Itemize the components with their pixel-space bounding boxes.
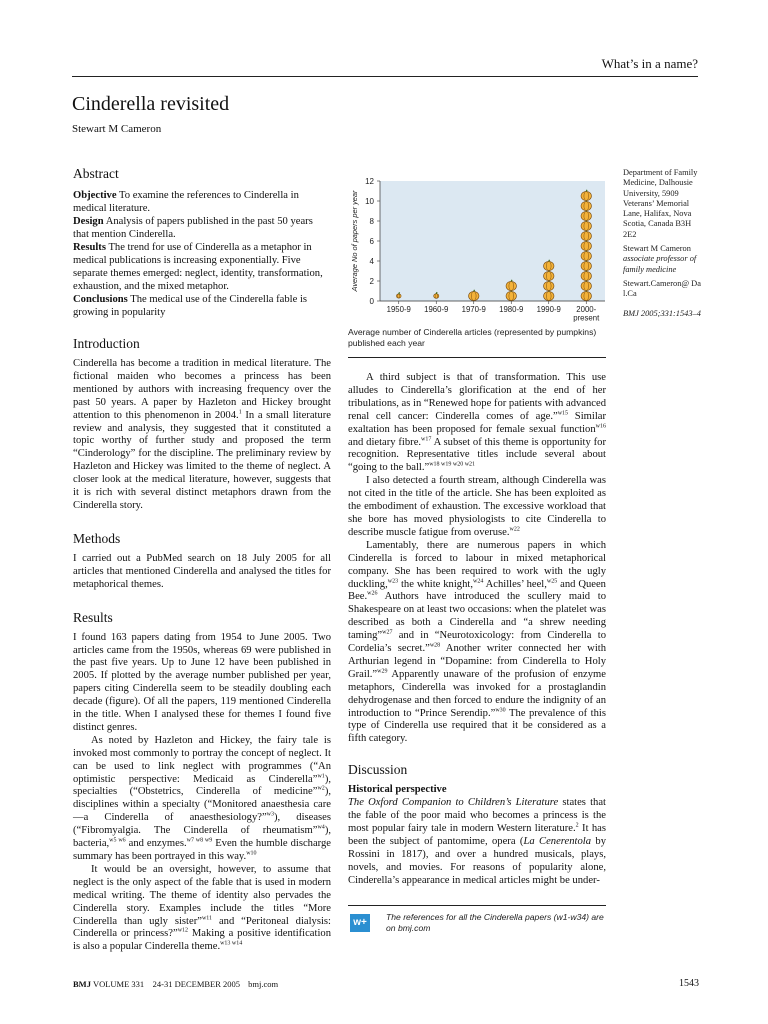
objective-label: Objective [73,190,117,201]
pumpkin-stem [399,292,400,294]
pumpkin-marker [581,191,591,200]
pumpkin-marker [581,211,591,220]
methods-heading: Methods [73,530,121,546]
pumpkin-marker [581,291,591,300]
x-tick-label: 2000- [576,305,597,314]
right-column [348,372,606,888]
pumpkin-marker [434,294,439,299]
x-tick-label: 1960-9 [424,305,449,314]
pumpkin-marker [581,271,591,280]
affiliation-email: Stewart.Cameron@ Dal.Ca [623,278,701,299]
pumpkin-marker [544,261,554,270]
introduction-body: Cinderella has become a tradition in medical literature. The fictional maiden who becomes a princess has been mentioned by authors with increasing frequency over the past 50 years. A paper by Hazleton and Hickey brought attention to this phenomenon in 2004.$^1$ In a small literature review and analysis, they suggested that it constituted a topic worthy of further study and proposed the term “Cinderology” for the discipline. The preliminary review by Hazleton and Hickey was limited to the theme of neglect. A closer look at the medical literature, however, suggests that it is rich with several distinct metaphors drawn from the Cinderella story. [73,358,332,511]
y-tick-label: 0 [369,297,374,306]
x-tick-label: 1990-9 [536,305,561,314]
abstract-body [73,189,331,319]
article-title: Cinderella revisited [72,93,230,115]
affiliation [623,168,701,319]
pumpkin-marker [506,281,516,290]
figure-caption: Average number of Cinderella articles (represented by pumpkins) published each year [348,327,597,348]
pumpkin-stem [549,260,550,262]
design-label: Design [73,216,104,227]
pumpkin-marker [581,221,591,230]
pumpkin-stem [474,290,475,292]
pumpkin-marker [581,241,591,250]
discussion-subheading: Historical perspective [348,784,447,796]
pumpkin-bar-2000-present [581,190,591,301]
pumpkin-marker [506,291,516,300]
y-axis-title: Average No of papers per year [350,190,359,292]
y-tick-label: 2 [369,277,374,286]
figure-rule [348,357,606,358]
y-tick-label: 12 [365,177,374,186]
pumpkin-stem [586,190,587,192]
x-tick-label: present [573,313,600,323]
results-body: I found 163 papers dating from 1954 to June 2005. Two articles came from the 1950s, whereas 69 were published in the past five years. Up to June 12 have been published in 2005. If plotted by the average number published per year, papers citing Cinderella seem to be steadily doubling each decade (figure). Of all the papers, 119 mentioned Cinderella in the title. When I analysed these for themes I found five distinct genres. As noted by Hazleton and Hickey, the fairy tale is invoked most commonly to portray the concept of neglect. It can be used to link neglect with programmes (“An optimistic perspective: Medicaid as Cinderella”$^{w1}$), specialties (“Obstetrics, Cinderella of medicine”$^{w2}$), disciplines within a specialty (“Monitored anaesthesia care—a Cinderella of anaesthesiology?”$^{w3}$), diseases (“Fibromyalgia. The Cinderella of rheumatism”$^{w4}$), bacteria,$^{w5 w6}$ and enzymes.$^{w7 w8 w9}$ Even the humble discharge summary has been portrayed in this way.$^{w10}$ It would be an oversight, however, to assume that neglect is the only aspect of the fable that is used in modern medical writing. The theme of identity also pervades the Cinderella story. Examples include the titles “More Cinderella than ugly sister”$^{w11}$ and “Peritoneal dialysis: Cinderella or princess?”$^{w12}$ Making a positive identification is also a popular Cinderella theme.$^{w13 w14}$ [73,631,331,953]
figure [345,170,607,360]
affiliation-author: Stewart M Cameron [623,244,691,254]
footer [73,979,699,989]
pumpkin-marker [544,271,554,280]
x-tick-label: 1970-9 [461,305,486,314]
pumpkin-stem [511,280,512,282]
affiliation-citation: BMJ 2005;331:1543–4 [623,308,701,318]
affiliation-role: associate professor of family medicine [623,254,697,274]
conclusions-label: Conclusions [73,294,128,305]
running-title: What’s in a name? [601,56,698,71]
methods-body: I carried out a PubMed search on 18 July 2005 for all articles that mentioned Cinderella and analysed the titles for metaphorical themes. [73,552,331,590]
affiliation-address: Department of Family Medicine, Dalhousie University, 5909 Veterans’ Memorial Lane, Halifax, Nova Scotia, Canada B3H 2E2 [623,168,698,239]
y-tick-label: 6 [369,237,374,246]
left-column [73,166,331,954]
objective-text: To examine the references to Cinderella in medical literature. [73,190,299,214]
pumpkin-stem [436,292,437,294]
pumpkin-marker [581,251,591,260]
y-tick-label: 10 [365,197,374,206]
abstract-heading: Abstract [73,166,119,181]
right-column-body: A third subject is that of transformation. This use alludes to Cinderella’s glorification at the end of her tribulations, as in “Renewed hope for patients with advanced renal cell cancer: Cinderella comes of age.”$^{w15}$ Similar exaltation has been proposed for female sexual function$^{w16}$ and dietary fibre.$^{w17}$ A subset of this theme is opportunity for recognition. Representative titles include several about “going to the ball.”$^{w18 w19 w20 w21}$ I also detected a fourth stream, although Cinderella was not cited in the title of the article. She has been exploited as the embodiment of exhaustion. The excessive workload that she bore has moved physiologists to cite Cinderella to describe muscle fatigue from overuse.$^{w22}$ Lamentably, there are numerous papers in which Cinderella is forced to labour in mixed metaphorical company. She has been required to work with the ugly duckling,$^{w23}$ the white knight,$^{w24}$ Achilles’ heel,$^{w25}$ and Queen Bee.$^{w26}$ Authors have introduced the scullery maid to Shakespeare on at least two occasions: when the platelet was described as both a Cinderella and “a shrew needing taming”$^{w27}$ and in “Neurotoxicology: from Cinderella to Cordelia’s secret.”$^{w28}$ Another writer connected her with Arthurian legend in “Dopamine: from Cinderella to Holy Grail.”$^{w29}$ Apparently unaware of the profusion of enzyme metaphors, Cinderella was invoked for a prostaglandin dehydrogenase and then forced to endure the indignity of an introduction to “Prince Serendip.”$^{w30}$ The prevalence of this type of Cinderella use required that it be considered as a fifth category. [348,372,607,745]
pumpkin-marker [581,261,591,270]
pumpkin-marker [396,294,401,298]
discussion-body: The Oxford Companion to Children’s Literature states that the fable of the poor maid who becomes a princess is the most popular fairy tale in modern Western literature.$^2$ It has been the subject of pantomime, opera (La Cenerentola by Rossini in 1817), and over a hundred musicals, plays, novels, and movies. For reasons of popularity alone, Cinderella’s appearance in medical articles might be under- [348,797,607,886]
pumpkin-marker [581,231,591,240]
results-text: The trend for use of Cinderella as a metaphor in medical publications is increasing exponentially. Five separate themes emerged: neglect, identity, transformation, exhaustion, and the mixed metaphor. [73,242,323,292]
y-tick-label: 8 [369,217,374,226]
results-heading: Results [73,609,113,625]
web-references-note [348,905,606,936]
pumpkin-marker [544,281,554,290]
web-extra-icon: w+ [350,914,370,932]
pumpkin-marker [544,291,554,300]
results-label: Results [73,242,106,253]
header-rule [72,76,698,77]
conclusions-text: The medical use of the Cinderella fable is growing in popularity [73,294,308,318]
footer-journal: BMJ [73,979,91,989]
footer-page-number: 1543 [679,978,699,989]
discussion-heading: Discussion [348,762,408,778]
plot-background [380,181,605,301]
footer-site: bmj.com [248,979,279,989]
pumpkin-marker [469,291,479,300]
y-tick-label: 4 [369,257,374,266]
x-tick-label: 1980-9 [499,305,524,314]
footer-issue: VOLUME 331 24-31 DECEMBER 2005 [92,979,241,989]
design-text: Analysis of papers published in the past 50 years that mention Cinderella. [73,216,313,240]
introduction-heading: Introduction [73,336,140,351]
article-author: Stewart M Cameron [72,123,162,135]
web-note-text: The references for all the Cinderella papers (w1-w34) are on bmj.com [386,912,604,933]
x-tick-label: 1950-9 [386,305,411,314]
pumpkin-marker [581,201,591,210]
pumpkin-marker [581,281,591,290]
pumpkin-chart [345,170,607,330]
